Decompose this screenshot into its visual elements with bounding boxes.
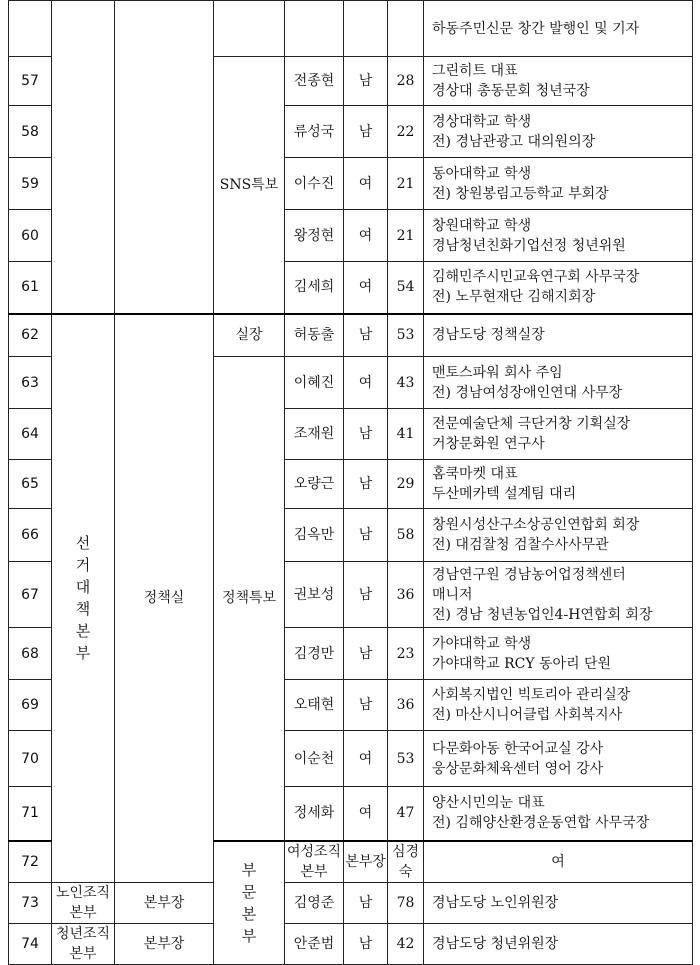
table-row	[9, 314, 693, 357]
dept-cell: 청년조직본부	[52, 923, 115, 964]
name-cell: 조재원	[285, 409, 344, 460]
age-cell: 36	[388, 562, 424, 628]
group-cell-hq: 선거대책본부	[52, 314, 115, 883]
row-number: 72	[9, 841, 52, 883]
name-cell: 김세희	[285, 262, 344, 314]
gender-cell: 남	[344, 680, 388, 731]
age-cell: 47	[388, 787, 424, 841]
row-number: 71	[9, 787, 52, 841]
age-cell: 21	[388, 158, 424, 210]
detail-cell: 홈쿡마켓 대표 두산메카텍 설계팀 대리	[424, 460, 693, 509]
gender-cell: 여	[344, 158, 388, 210]
role-cell: 본부장	[115, 923, 214, 964]
role-cell: 정책특보	[214, 357, 285, 841]
detail-cell: 김해민주시민교육연구회 사무국장 전) 노무현재단 김해지회장	[424, 262, 693, 314]
age-cell: 43	[388, 357, 424, 409]
row-number: 66	[9, 509, 52, 562]
gender-cell: 남	[344, 923, 388, 964]
name-cell: 왕정현	[285, 210, 344, 262]
detail-cell: 전문예술단체 극단거창 기획실장 거창문화원 연구사	[424, 409, 693, 460]
name-cell: 오태현	[285, 680, 344, 731]
detail-cell: 경남도당 청년위원장	[424, 923, 693, 964]
gender-cell: 남	[344, 106, 388, 158]
row-number: 70	[9, 731, 52, 787]
detail-cell: 맨토스파워 회사 주임 전) 경남여성장애인연대 사무장	[424, 357, 693, 409]
gender-cell: 여	[344, 357, 388, 409]
age-cell: 36	[388, 680, 424, 731]
gender-cell: 여	[424, 841, 693, 883]
role-cell: 본부장	[344, 841, 388, 883]
detail-cell: 그린히트 대표 경상대 총동문회 청년국장	[424, 57, 693, 106]
detail-cell: 경남연구원 경남농어업정책센터 매니저 전) 경남 청년농업인4-H연합회 회장	[424, 562, 693, 628]
name-cell: 오량근	[285, 460, 344, 509]
name-cell: 이수진	[285, 158, 344, 210]
role-cell: SNS특보	[214, 57, 285, 314]
member-table	[8, 0, 693, 965]
age-cell: 21	[388, 210, 424, 262]
name-cell: 이혜진	[285, 357, 344, 409]
row-number: 62	[9, 314, 52, 357]
row-number: 64	[9, 409, 52, 460]
age-cell: 54	[388, 262, 424, 314]
age-cell: 28	[388, 57, 424, 106]
name-cell: 안준범	[285, 923, 344, 964]
dept-cell: 정책실	[115, 314, 214, 883]
name-cell: 정세화	[285, 787, 344, 841]
age-cell: 53	[388, 314, 424, 357]
age-cell: 53	[388, 731, 424, 787]
row-number: 59	[9, 158, 52, 210]
name-cell: 전종현	[285, 57, 344, 106]
gender-cell: 남	[344, 57, 388, 106]
age-cell: 58	[388, 509, 424, 562]
name-cell: 김옥만	[285, 509, 344, 562]
detail-cell: 창원대학교 학생 경남청년친화기업선정 청년위원	[424, 210, 693, 262]
name-cell: 류성국	[285, 106, 344, 158]
age-cell: 41	[388, 409, 424, 460]
table-row	[9, 1, 693, 57]
gender-cell: 남	[344, 562, 388, 628]
dept-cell: 노인조직본부	[52, 882, 115, 923]
dept-cell: 여성조직본부	[285, 841, 344, 883]
detail-cell: 가야대학교 학생 가야대학교 RCY 동아리 단원	[424, 628, 693, 680]
name-cell: 김경만	[285, 628, 344, 680]
gender-cell: 남	[344, 882, 388, 923]
role-cell: 본부장	[115, 882, 214, 923]
gender-cell: 남	[344, 314, 388, 357]
age-cell: 29	[388, 460, 424, 509]
row-number: 69	[9, 680, 52, 731]
detail-cell: 경남도당 정책실장	[424, 314, 693, 357]
row-number: 63	[9, 357, 52, 409]
gender-cell: 남	[344, 509, 388, 562]
row-number: 74	[9, 923, 52, 964]
gender-cell: 남	[344, 409, 388, 460]
row-number: 58	[9, 106, 52, 158]
name-cell: 허동출	[285, 314, 344, 357]
name-cell: 심경숙	[388, 841, 424, 883]
age-cell: 42	[388, 923, 424, 964]
gender-cell: 여	[344, 210, 388, 262]
detail-cell: 양산시민의눈 대표 전) 김해양산환경운동연합 사무국장	[424, 787, 693, 841]
detail-cell: 사회복지법인 빅토리아 관리실장 전) 마산시니어클럽 사회복지사	[424, 680, 693, 731]
detail-cell: 하동주민신문 창간 발행인 및 기자	[424, 1, 693, 57]
row-number: 67	[9, 562, 52, 628]
detail-cell: 경상대학교 학생 전) 경남관광고 대의원의장	[424, 106, 693, 158]
name-cell: 권보성	[285, 562, 344, 628]
row-number: 61	[9, 262, 52, 314]
row-number: 57	[9, 57, 52, 106]
dept-cell-continued	[115, 1, 214, 314]
age-cell: 23	[388, 628, 424, 680]
gender-cell: 여	[344, 262, 388, 314]
gender-cell: 여	[344, 731, 388, 787]
table-row	[9, 882, 693, 923]
gender-cell: 남	[344, 460, 388, 509]
detail-cell: 다문화아동 한국어교실 강사 웅상문화체육센터 영어 강사	[424, 731, 693, 787]
gender-cell: 여	[344, 787, 388, 841]
detail-cell: 경남도당 노인위원장	[424, 882, 693, 923]
name-cell: 이순천	[285, 731, 344, 787]
row-number: 73	[9, 882, 52, 923]
row-number: 60	[9, 210, 52, 262]
detail-cell: 동아대학교 학생 전) 창원봉림고등학교 부회장	[424, 158, 693, 210]
table-row	[9, 923, 693, 964]
group-cell-sub-hq: 부문본부	[214, 841, 285, 965]
age-cell: 22	[388, 106, 424, 158]
row-number: 65	[9, 460, 52, 509]
group-cell-hq-continued	[52, 1, 115, 314]
name-cell: 김영준	[285, 882, 344, 923]
age-cell: 78	[388, 882, 424, 923]
role-cell: 실장	[214, 314, 285, 357]
gender-cell: 남	[344, 628, 388, 680]
row-number: 68	[9, 628, 52, 680]
detail-cell: 창원시성산구소상공인연합회 회장 전) 대검찰청 검찰수사사무관	[424, 509, 693, 562]
